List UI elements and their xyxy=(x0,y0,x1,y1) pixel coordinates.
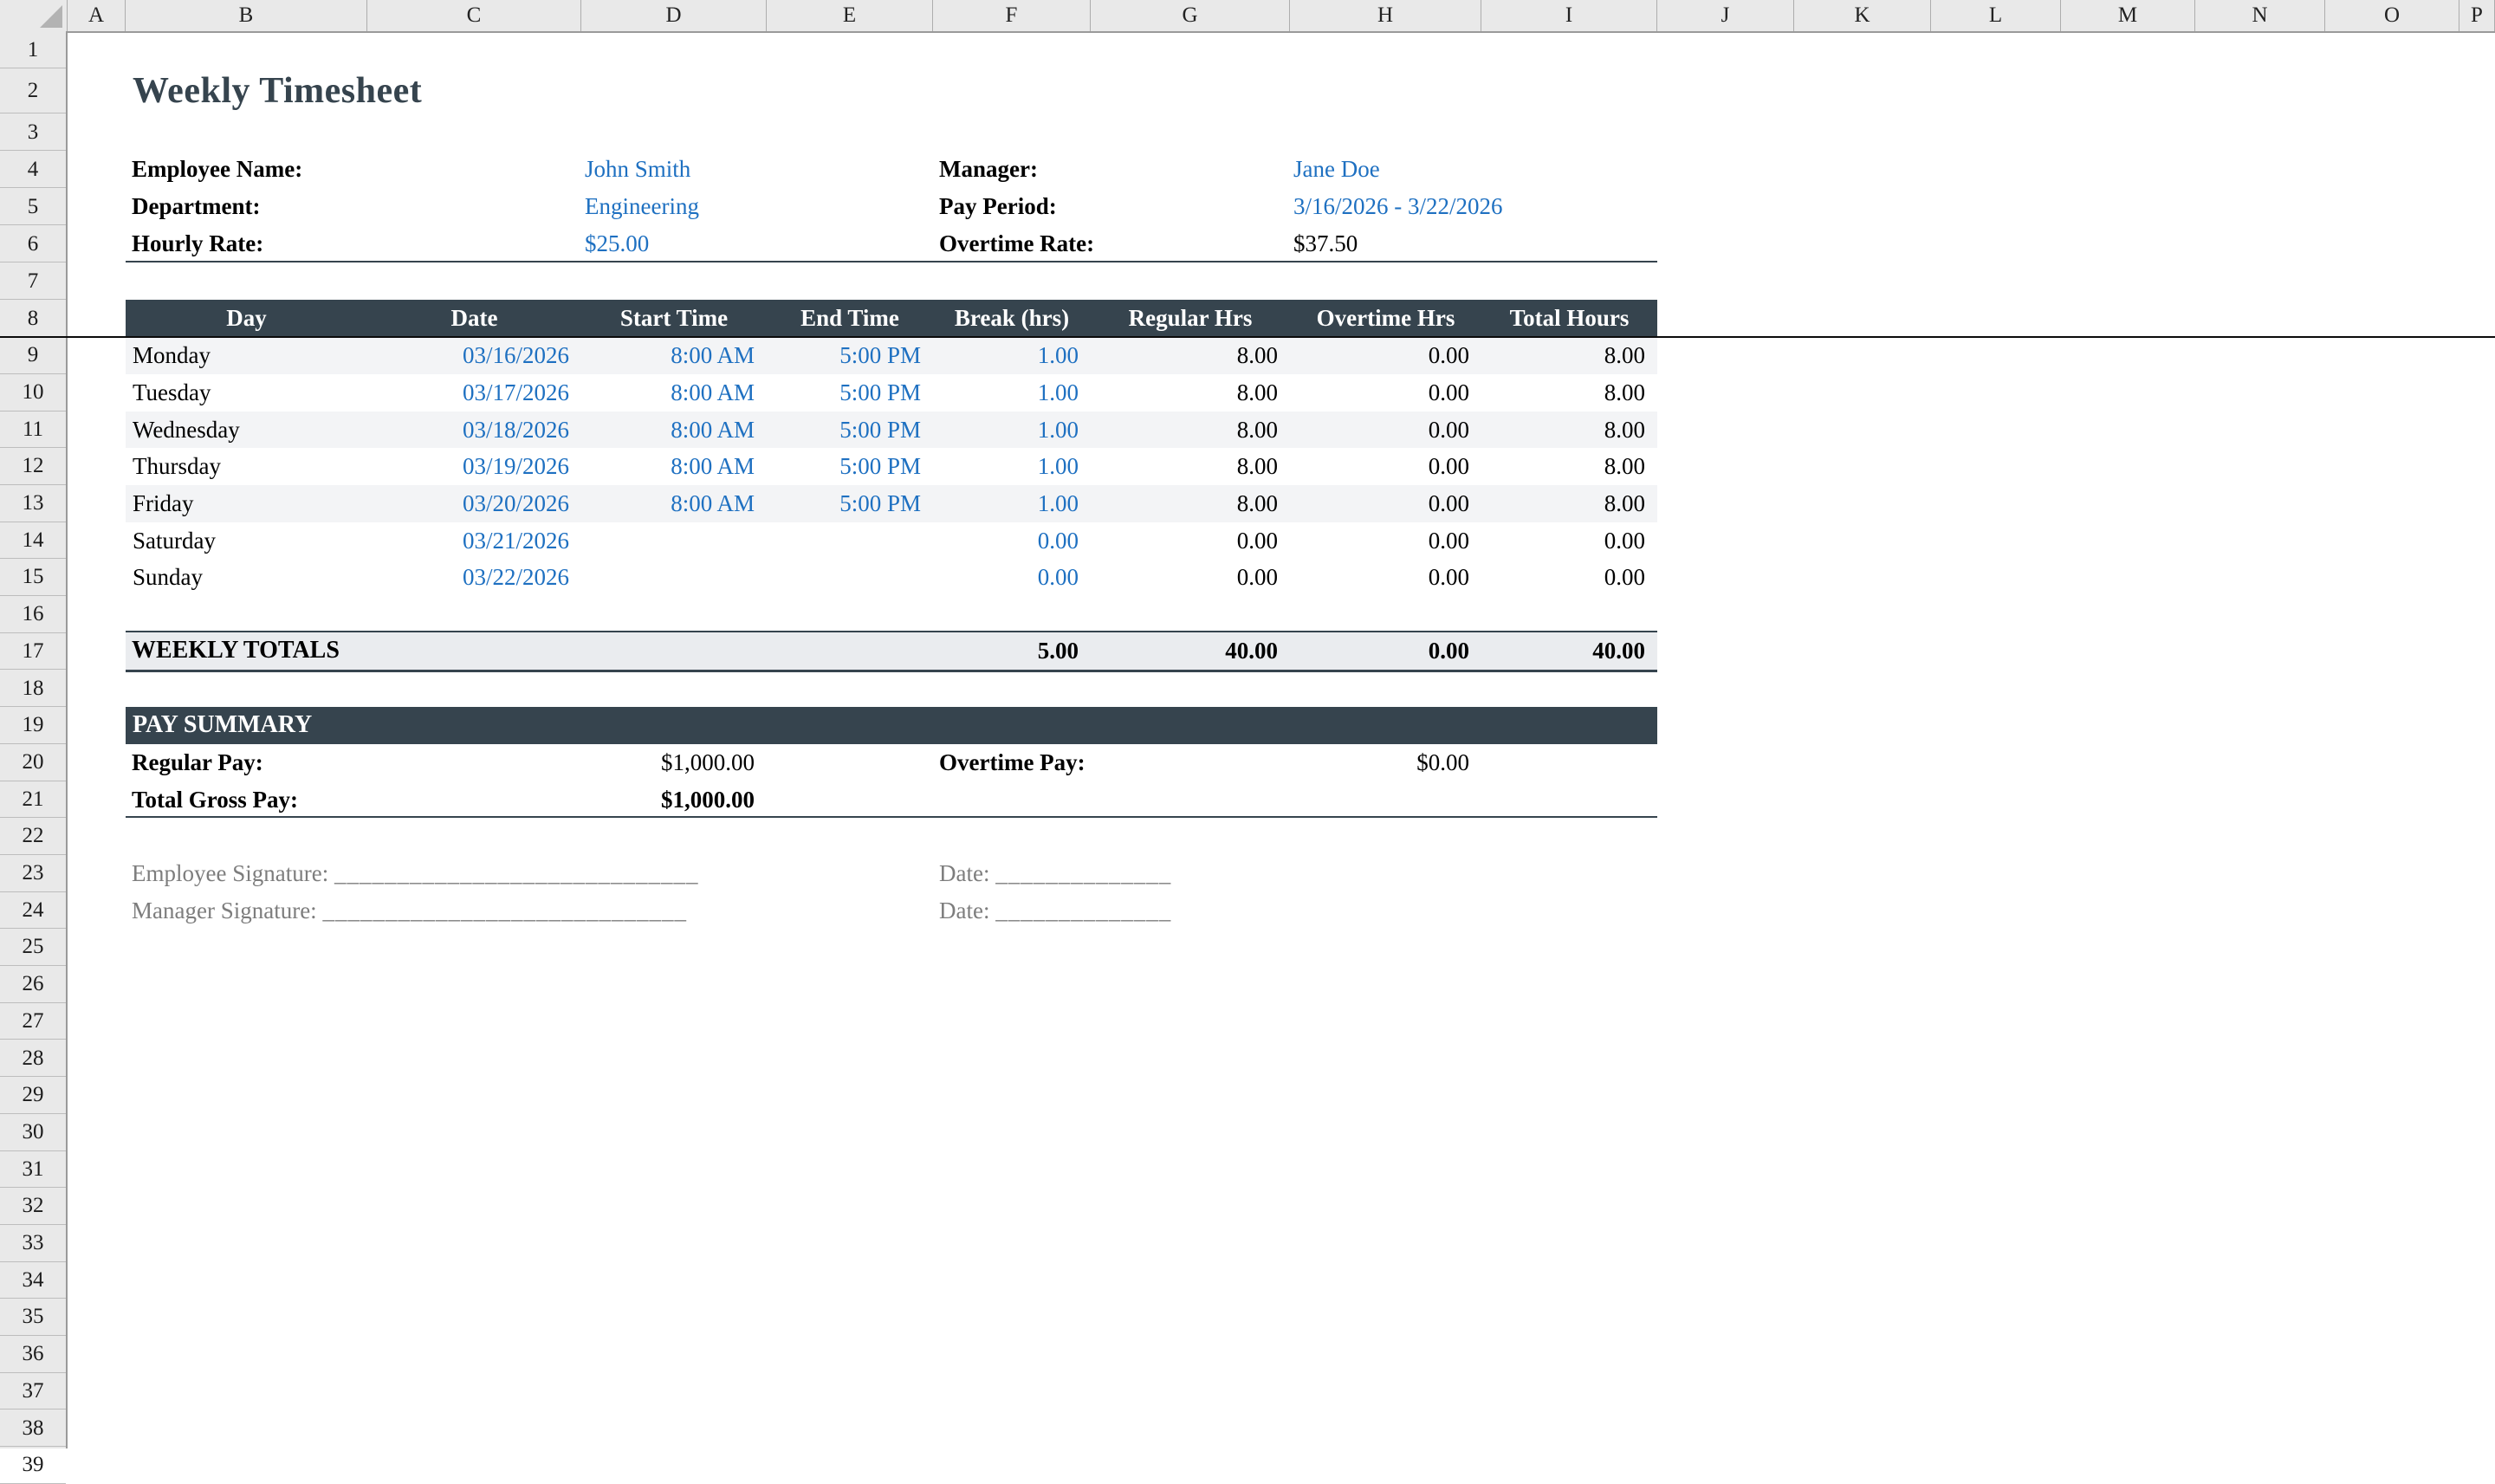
employee-signature-label: Employee Signature: xyxy=(132,860,329,886)
end-time-cell[interactable]: 5:00 PM xyxy=(839,490,921,516)
overtime-rate-value-cell[interactable]: $37.50 xyxy=(1293,230,1358,256)
row-header-18[interactable]: 18 xyxy=(0,671,66,708)
row-header-12[interactable]: 12 xyxy=(0,448,66,485)
break-cell[interactable]: 1.00 xyxy=(1037,490,1079,516)
total-hours-cell[interactable]: 8.00 xyxy=(1604,416,1645,443)
row-header-15[interactable]: 15 xyxy=(0,559,66,596)
manager-value-cell[interactable]: Jane Doe xyxy=(1293,156,1380,182)
row-header-3[interactable]: 3 xyxy=(0,113,66,151)
break-cell[interactable]: 1.00 xyxy=(1037,342,1079,369)
row-header-23[interactable]: 23 xyxy=(0,855,66,892)
column-header-c[interactable]: C xyxy=(367,0,581,31)
column-header-b[interactable]: B xyxy=(126,0,367,31)
weekly-totals-row xyxy=(126,631,1657,672)
total-gross-pay-label-cell[interactable]: Total Gross Pay: xyxy=(132,786,299,813)
column-header-m[interactable]: M xyxy=(2061,0,2195,31)
start-time-cell[interactable]: 8:00 AM xyxy=(671,416,755,443)
row-header-34[interactable]: 34 xyxy=(0,1262,66,1299)
select-all-triangle-icon xyxy=(40,5,62,28)
header-regular-hrs-cell[interactable]: Regular Hrs xyxy=(1128,305,1253,331)
day-cell[interactable]: Thursday xyxy=(133,453,221,480)
row-header-20[interactable]: 20 xyxy=(0,744,66,781)
day-cell[interactable]: Tuesday xyxy=(133,379,211,405)
column-header-j[interactable]: J xyxy=(1657,0,1794,31)
timesheet-row xyxy=(126,374,1657,412)
column-header-f[interactable]: F xyxy=(933,0,1091,31)
total-hours-cell[interactable]: 40.00 xyxy=(1592,638,1645,664)
overtime-hrs-cell[interactable]: 0.00 xyxy=(1428,453,1469,480)
hourly-rate-label-cell[interactable]: Hourly Rate: xyxy=(132,230,264,256)
row-header-28[interactable]: 28 xyxy=(0,1040,66,1078)
row-header-5[interactable]: 5 xyxy=(0,188,66,225)
row-header-25[interactable]: 25 xyxy=(0,929,66,966)
date-label: Date: xyxy=(939,860,990,886)
date-cell[interactable]: 03/20/2026 xyxy=(462,490,569,516)
regular-hrs-cell[interactable]: 8.00 xyxy=(1236,379,1278,405)
day-cell[interactable]: Saturday xyxy=(133,527,216,554)
column-header-i[interactable]: I xyxy=(1481,0,1657,31)
date-cell[interactable]: 03/18/2026 xyxy=(462,416,569,443)
row-header-32[interactable]: 32 xyxy=(0,1188,66,1225)
header-end-time-cell[interactable]: End Time xyxy=(800,305,899,331)
row-header-30[interactable]: 30 xyxy=(0,1114,66,1151)
regular-pay-value-cell[interactable]: $1,000.00 xyxy=(661,748,755,775)
start-time-cell[interactable]: 8:00 AM xyxy=(671,379,755,405)
column-header-p[interactable]: P xyxy=(2459,0,2495,31)
row-header-16[interactable]: 16 xyxy=(0,596,66,633)
day-cell[interactable]: Sunday xyxy=(133,564,203,591)
total-break-cell[interactable]: 5.00 xyxy=(1037,638,1079,664)
row-header-7[interactable]: 7 xyxy=(0,262,66,300)
timesheet-header-row xyxy=(126,300,1657,337)
date-cell[interactable]: 03/21/2026 xyxy=(462,527,569,554)
header-break-hrs--cell[interactable]: Break (hrs) xyxy=(954,305,1070,331)
row-header-14[interactable]: 14 xyxy=(0,522,66,560)
row-header-9[interactable]: 9 xyxy=(0,337,66,374)
pay-period-value-cell[interactable]: 3/16/2026 - 3/22/2026 xyxy=(1293,193,1503,219)
weekly-totals-label-cell[interactable]: WEEKLY TOTALS xyxy=(132,637,340,664)
date-cell[interactable]: 03/16/2026 xyxy=(462,342,569,369)
row-header-21[interactable]: 21 xyxy=(0,781,66,819)
end-time-cell[interactable] xyxy=(767,522,933,560)
timesheet-row xyxy=(126,522,1657,560)
row-header-19[interactable]: 19 xyxy=(0,707,66,744)
end-time-cell[interactable]: 5:00 PM xyxy=(839,379,921,405)
start-time-cell[interactable] xyxy=(581,522,767,560)
total-hours-cell[interactable]: 0.00 xyxy=(1604,527,1645,554)
timesheet-row xyxy=(126,412,1657,449)
row-header-6[interactable]: 6 xyxy=(0,225,66,262)
pay-section-divider xyxy=(126,816,1657,819)
employee-name-value-cell[interactable]: John Smith xyxy=(585,156,691,182)
select-all-corner[interactable] xyxy=(0,0,68,31)
total-gross-pay-value-cell[interactable]: $1,000.00 xyxy=(661,786,755,813)
column-header-k[interactable]: K xyxy=(1794,0,1931,31)
start-time-cell[interactable]: 8:00 AM xyxy=(671,453,755,480)
manager-signature-line: _____________________________ xyxy=(322,897,687,923)
row-header-2[interactable]: 2 xyxy=(0,68,66,113)
total-hours-cell[interactable]: 8.00 xyxy=(1604,379,1645,405)
break-cell[interactable]: 0.00 xyxy=(1037,527,1079,554)
date-line: ______________ xyxy=(995,860,1172,886)
row-header-11[interactable]: 11 xyxy=(0,412,66,449)
total-hours-cell[interactable]: 8.00 xyxy=(1604,342,1645,369)
department-value-cell[interactable]: Engineering xyxy=(585,193,699,219)
timesheet-row xyxy=(126,337,1657,374)
day-cell[interactable]: Wednesday xyxy=(133,416,240,443)
regular-hrs-cell[interactable]: 8.00 xyxy=(1236,453,1278,480)
overtime-rate-label-cell[interactable]: Overtime Rate: xyxy=(939,230,1095,256)
timesheet-row xyxy=(126,448,1657,485)
timesheet-row xyxy=(126,559,1657,596)
regular-hrs-cell[interactable]: 0.00 xyxy=(1236,564,1278,591)
employee-signature-date-cell[interactable] xyxy=(933,855,1172,892)
sheet-title-cell[interactable]: Weekly Timesheet xyxy=(133,71,423,111)
overtime-pay-label-cell[interactable]: Overtime Pay: xyxy=(939,748,1085,775)
column-header-l[interactable]: L xyxy=(1931,0,2061,31)
pay-summary-header-cell[interactable]: PAY SUMMARY xyxy=(126,707,1657,744)
day-cell[interactable]: Friday xyxy=(133,490,194,516)
total-hours-cell[interactable]: 8.00 xyxy=(1604,490,1645,516)
employee-signature-cell[interactable] xyxy=(126,855,699,892)
row-header-37[interactable]: 37 xyxy=(0,1373,66,1410)
header-day-cell[interactable]: Day xyxy=(226,305,267,331)
row-header-38[interactable]: 38 xyxy=(0,1410,66,1448)
start-time-cell[interactable]: 8:00 AM xyxy=(671,342,755,369)
freeze-pane-line xyxy=(0,336,2495,339)
overtime-hrs-cell[interactable]: 0.00 xyxy=(1428,564,1469,591)
header-total-hours-cell[interactable]: Total Hours xyxy=(1509,305,1630,331)
row-header-4[interactable]: 4 xyxy=(0,151,66,188)
break-cell[interactable]: 0.00 xyxy=(1037,564,1079,591)
start-time-cell[interactable] xyxy=(581,559,767,596)
column-header-o[interactable]: O xyxy=(2325,0,2459,31)
header-date-cell[interactable]: Date xyxy=(450,305,498,331)
row-header-36[interactable]: 36 xyxy=(0,1336,66,1373)
end-time-cell[interactable]: 5:00 PM xyxy=(839,416,921,443)
overtime-hrs-cell[interactable]: 0.00 xyxy=(1428,527,1469,554)
total-hours-cell[interactable]: 8.00 xyxy=(1604,453,1645,480)
date-label: Date: xyxy=(939,897,990,923)
date-line: ______________ xyxy=(995,897,1172,923)
header-overtime-hrs-cell[interactable]: Overtime Hrs xyxy=(1316,305,1455,331)
manager-signature-date-cell[interactable] xyxy=(933,892,1172,930)
column-header-e[interactable]: E xyxy=(767,0,933,31)
regular-hrs-cell[interactable]: 8.00 xyxy=(1236,490,1278,516)
regular-hrs-cell[interactable]: 0.00 xyxy=(1236,527,1278,554)
overtime-hrs-cell[interactable]: 0.00 xyxy=(1428,342,1469,369)
overtime-pay-value-cell[interactable]: $0.00 xyxy=(1416,748,1469,775)
row-header-13[interactable]: 13 xyxy=(0,485,66,522)
date-cell[interactable]: 03/19/2026 xyxy=(462,453,569,480)
header-start-time-cell[interactable]: Start Time xyxy=(619,305,729,331)
break-cell[interactable]: 1.00 xyxy=(1037,453,1079,480)
row-header-1[interactable]: 1 xyxy=(0,31,66,68)
break-cell[interactable]: 1.00 xyxy=(1037,379,1079,405)
end-time-cell[interactable] xyxy=(767,559,933,596)
start-time-cell[interactable]: 8:00 AM xyxy=(671,490,755,516)
row-header-31[interactable]: 31 xyxy=(0,1151,66,1189)
column-header-g[interactable]: G xyxy=(1091,0,1290,31)
hourly-rate-value-cell[interactable]: $25.00 xyxy=(585,230,650,256)
row-header-8[interactable]: 8 xyxy=(0,300,66,337)
column-header-a[interactable]: A xyxy=(68,0,126,31)
row-header-39[interactable]: 39 xyxy=(0,1447,66,1484)
total-hours-cell[interactable]: 0.00 xyxy=(1604,564,1645,591)
row-header-22[interactable]: 22 xyxy=(0,818,66,855)
department-label-cell[interactable]: Department: xyxy=(132,193,261,219)
info-section-divider xyxy=(126,261,1657,263)
row-header-10[interactable]: 10 xyxy=(0,374,66,412)
row-header-27[interactable]: 27 xyxy=(0,1003,66,1040)
overtime-hrs-cell[interactable]: 0.00 xyxy=(1428,490,1469,516)
timesheet-row xyxy=(126,485,1657,522)
regular-hrs-cell[interactable]: 8.00 xyxy=(1236,342,1278,369)
column-header-n[interactable]: N xyxy=(2195,0,2325,31)
row-header-29[interactable]: 29 xyxy=(0,1077,66,1114)
date-cell[interactable]: 03/22/2026 xyxy=(462,564,569,591)
date-cell[interactable]: 03/17/2026 xyxy=(462,379,569,405)
overtime-hrs-cell[interactable]: 0.00 xyxy=(1428,416,1469,443)
row-header-17[interactable]: 17 xyxy=(0,633,66,671)
row-header-33[interactable]: 33 xyxy=(0,1225,66,1262)
day-cell[interactable]: Monday xyxy=(133,342,211,369)
row-header-24[interactable]: 24 xyxy=(0,892,66,930)
manager-label-cell[interactable]: Manager: xyxy=(939,156,1038,182)
end-time-cell[interactable]: 5:00 PM xyxy=(839,453,921,480)
manager-signature-cell[interactable] xyxy=(126,892,687,930)
manager-signature-label: Manager Signature: xyxy=(132,897,317,923)
row-header-35[interactable]: 35 xyxy=(0,1299,66,1336)
employee-signature-line: _____________________________ xyxy=(334,860,699,886)
total-overtime-cell[interactable]: 0.00 xyxy=(1428,638,1469,664)
overtime-hrs-cell[interactable]: 0.00 xyxy=(1428,379,1469,405)
column-header-h[interactable]: H xyxy=(1290,0,1481,31)
regular-hrs-cell[interactable]: 8.00 xyxy=(1236,416,1278,443)
row-header-26[interactable]: 26 xyxy=(0,966,66,1003)
regular-pay-label-cell[interactable]: Regular Pay: xyxy=(132,748,263,775)
column-header-d[interactable]: D xyxy=(581,0,767,31)
end-time-cell[interactable]: 5:00 PM xyxy=(839,342,921,369)
total-regular-cell[interactable]: 40.00 xyxy=(1225,638,1278,664)
break-cell[interactable]: 1.00 xyxy=(1037,416,1079,443)
pay-period-label-cell[interactable]: Pay Period: xyxy=(939,193,1057,219)
employee-name-label-cell[interactable]: Employee Name: xyxy=(132,156,303,182)
